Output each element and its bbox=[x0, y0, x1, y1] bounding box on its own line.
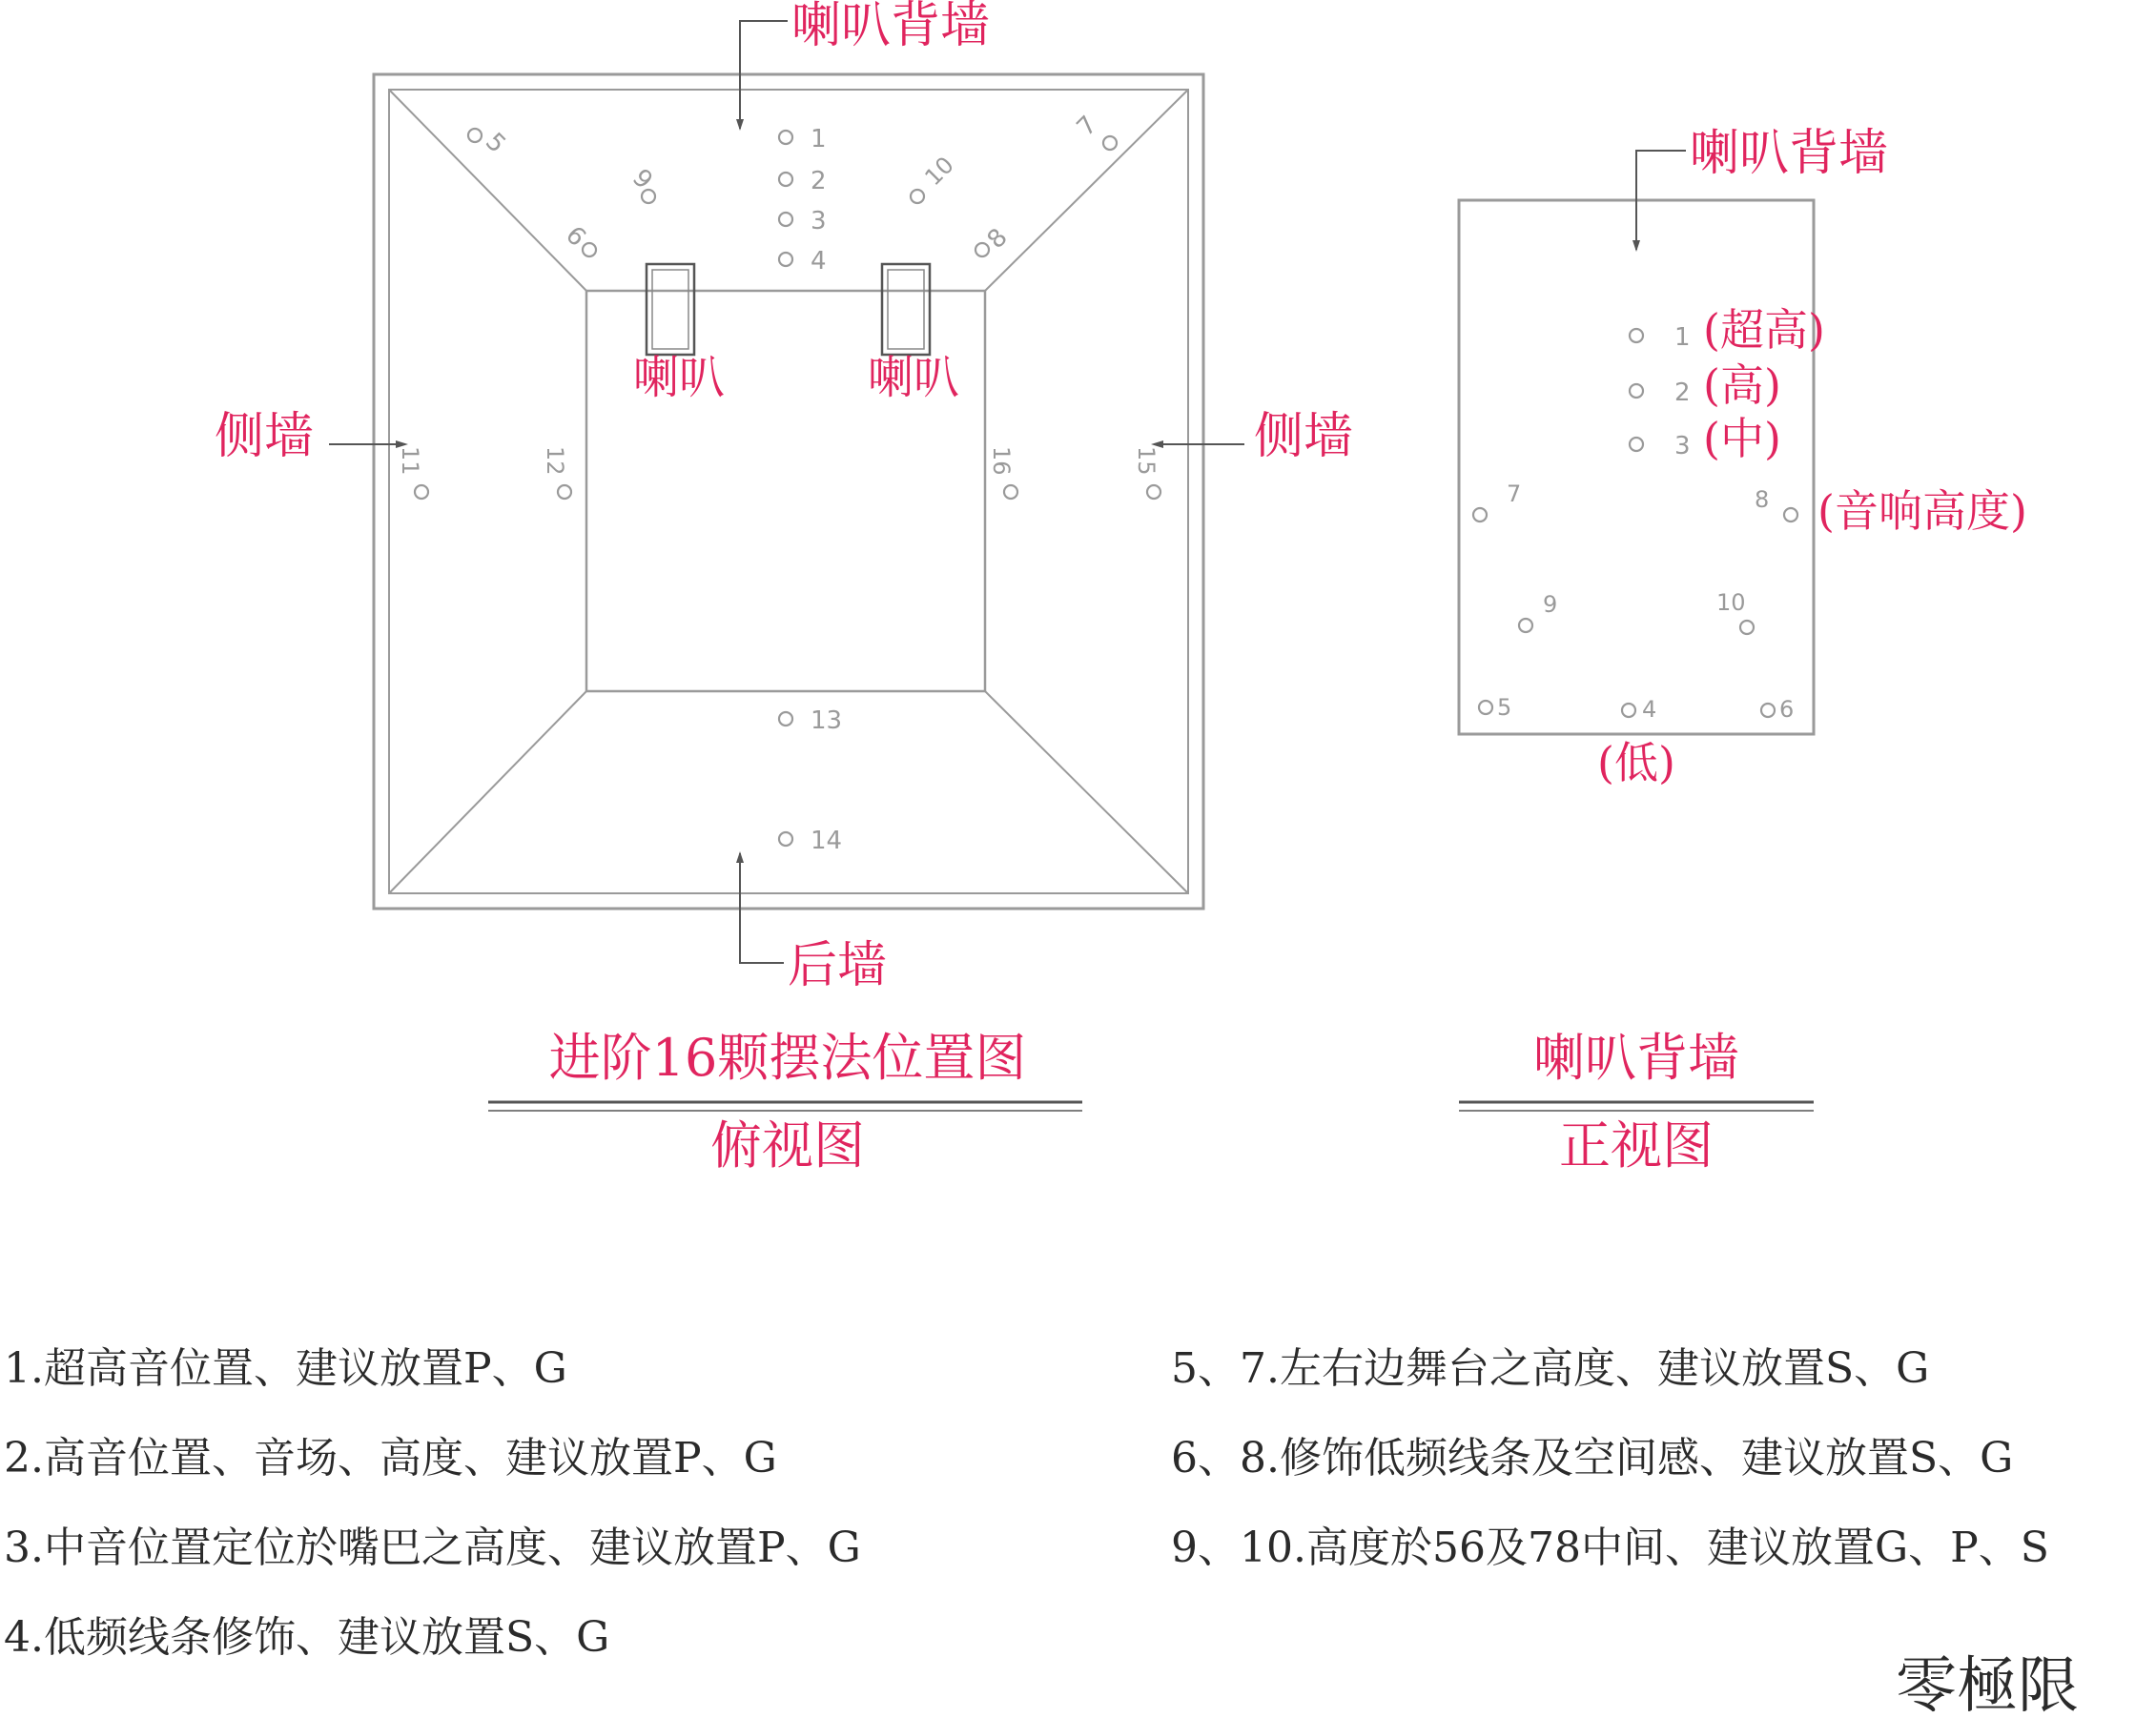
level-high: (高) bbox=[1703, 359, 1781, 411]
diagonal-tl bbox=[389, 90, 586, 291]
front-pos-number-9: 9 bbox=[1543, 591, 1558, 618]
level-low: (低) bbox=[1597, 737, 1675, 788]
pos-marker-14 bbox=[779, 832, 792, 846]
notes bbox=[4, 1344, 2049, 1662]
pos-number-15: 15 bbox=[1133, 446, 1160, 476]
note-left-1: 1.超高音位置、建议放置P、G bbox=[4, 1344, 567, 1393]
pos-marker-6 bbox=[583, 243, 596, 256]
note-left-2: 2.高音位置、音场、高度、建议放置P、G bbox=[4, 1434, 777, 1483]
front-pos-marker-2 bbox=[1630, 384, 1643, 398]
front-pos-number-1: 1 bbox=[1674, 323, 1691, 352]
front-pos-number-7: 7 bbox=[1507, 481, 1522, 507]
pos-number-14: 14 bbox=[811, 827, 843, 855]
pos-number-16: 16 bbox=[988, 446, 1015, 476]
signature: 零極限 bbox=[1896, 1651, 2079, 1718]
back-wall-arrowhead bbox=[736, 119, 744, 131]
top-view bbox=[215, 0, 1353, 1176]
pos-number-6: 6 bbox=[560, 220, 591, 253]
front-back-wall-arrowhead bbox=[1632, 240, 1640, 252]
speaker-box-left-inner bbox=[652, 270, 688, 349]
pos-number-2: 2 bbox=[811, 167, 827, 195]
front-pos-number-5: 5 bbox=[1497, 694, 1512, 721]
front-pos-marker-7 bbox=[1473, 508, 1487, 522]
note-left-4: 4.低频线条修饰、建议放置S、G bbox=[4, 1613, 610, 1662]
pos-number-11: 11 bbox=[397, 446, 423, 476]
pos-number-10: 10 bbox=[919, 151, 959, 192]
front-pos-marker-6 bbox=[1761, 704, 1775, 717]
pos-marker-9 bbox=[642, 190, 655, 203]
level-super-high: (超高) bbox=[1703, 304, 1825, 356]
speaker-box-right-inner bbox=[888, 270, 924, 349]
front-back-wall-label: 喇叭背墙 bbox=[1690, 125, 1889, 182]
front-pos-marker-4 bbox=[1622, 704, 1635, 717]
back-wall-label: 喇叭背墙 bbox=[791, 0, 991, 54]
speaker-label-right: 喇叭 bbox=[867, 351, 960, 404]
top-positions bbox=[397, 111, 1160, 855]
pos-number-13: 13 bbox=[811, 706, 843, 735]
pos-marker-8 bbox=[975, 243, 989, 256]
note-right-2: 6、8.修饰低频线条及空间感、建议放置S、G bbox=[1171, 1434, 2014, 1483]
front-pos-marker-1 bbox=[1630, 329, 1643, 342]
front-pos-marker-3 bbox=[1630, 438, 1643, 451]
top-view-subtitle: 俯视图 bbox=[710, 1115, 865, 1176]
pos-number-5: 5 bbox=[480, 127, 511, 159]
pos-marker-11 bbox=[415, 485, 428, 499]
front-wall-frame bbox=[1459, 200, 1814, 734]
pos-marker-16 bbox=[1004, 485, 1017, 499]
pos-marker-15 bbox=[1147, 485, 1160, 499]
pos-number-7: 7 bbox=[1071, 111, 1103, 142]
front-view-subtitle: 正视图 bbox=[1559, 1115, 1714, 1176]
side-wall-label-left: 侧墙 bbox=[215, 408, 315, 465]
pos-marker-13 bbox=[779, 712, 792, 726]
note-left-3: 3.中音位置定位於嘴巴之高度、建议放置P、G bbox=[4, 1524, 861, 1572]
front-pos-number-3: 3 bbox=[1674, 432, 1691, 460]
speaker-box-right bbox=[882, 264, 930, 355]
front-view-title: 喇叭背墙 bbox=[1533, 1028, 1739, 1088]
pos-marker-3 bbox=[779, 213, 792, 226]
pos-marker-5 bbox=[468, 129, 482, 142]
pos-marker-12 bbox=[558, 485, 571, 499]
diagonal-bl bbox=[389, 691, 586, 893]
pos-marker-10 bbox=[911, 190, 924, 203]
diagonal-br bbox=[985, 691, 1188, 893]
front-pos-marker-9 bbox=[1519, 619, 1532, 632]
front-pos-marker-10 bbox=[1740, 621, 1754, 634]
pos-number-9: 9 bbox=[626, 163, 658, 195]
pos-marker-4 bbox=[779, 253, 792, 266]
speaker-label-left: 喇叭 bbox=[632, 351, 726, 404]
pos-number-1: 1 bbox=[811, 125, 827, 153]
pos-marker-1 bbox=[779, 131, 792, 144]
front-pos-number-4: 4 bbox=[1642, 696, 1657, 723]
pos-marker-7 bbox=[1103, 136, 1117, 150]
speaker-box-left bbox=[647, 264, 694, 355]
top-view-title: 进阶16颗摆法位置图 bbox=[548, 1028, 1027, 1088]
front-pos-marker-5 bbox=[1479, 701, 1492, 714]
rear-wall-label: 后墙 bbox=[788, 937, 888, 994]
front-pos-number-2: 2 bbox=[1674, 378, 1691, 407]
front-pos-number-10: 10 bbox=[1716, 589, 1746, 616]
front-view bbox=[1459, 125, 2027, 1176]
note-right-1: 5、7.左右边舞台之高度、建议放置S、G bbox=[1171, 1344, 1930, 1393]
level-speaker-height: (音响高度) bbox=[1817, 485, 2027, 537]
note-right-3: 9、10.高度於56及78中间、建议放置G、P、S bbox=[1171, 1524, 2049, 1572]
side-wall-label-right: 侧墙 bbox=[1254, 408, 1354, 465]
pos-number-12: 12 bbox=[542, 446, 568, 476]
pos-number-8: 8 bbox=[981, 223, 1014, 255]
rear-wall-arrowhead bbox=[736, 851, 744, 863]
pos-number-4: 4 bbox=[811, 247, 827, 276]
front-pos-number-8: 8 bbox=[1755, 486, 1770, 513]
front-pos-marker-8 bbox=[1784, 508, 1797, 522]
pos-marker-2 bbox=[779, 173, 792, 186]
front-pos-number-6: 6 bbox=[1779, 696, 1795, 723]
level-mid: (中) bbox=[1703, 413, 1781, 464]
pos-number-3: 3 bbox=[811, 207, 827, 235]
